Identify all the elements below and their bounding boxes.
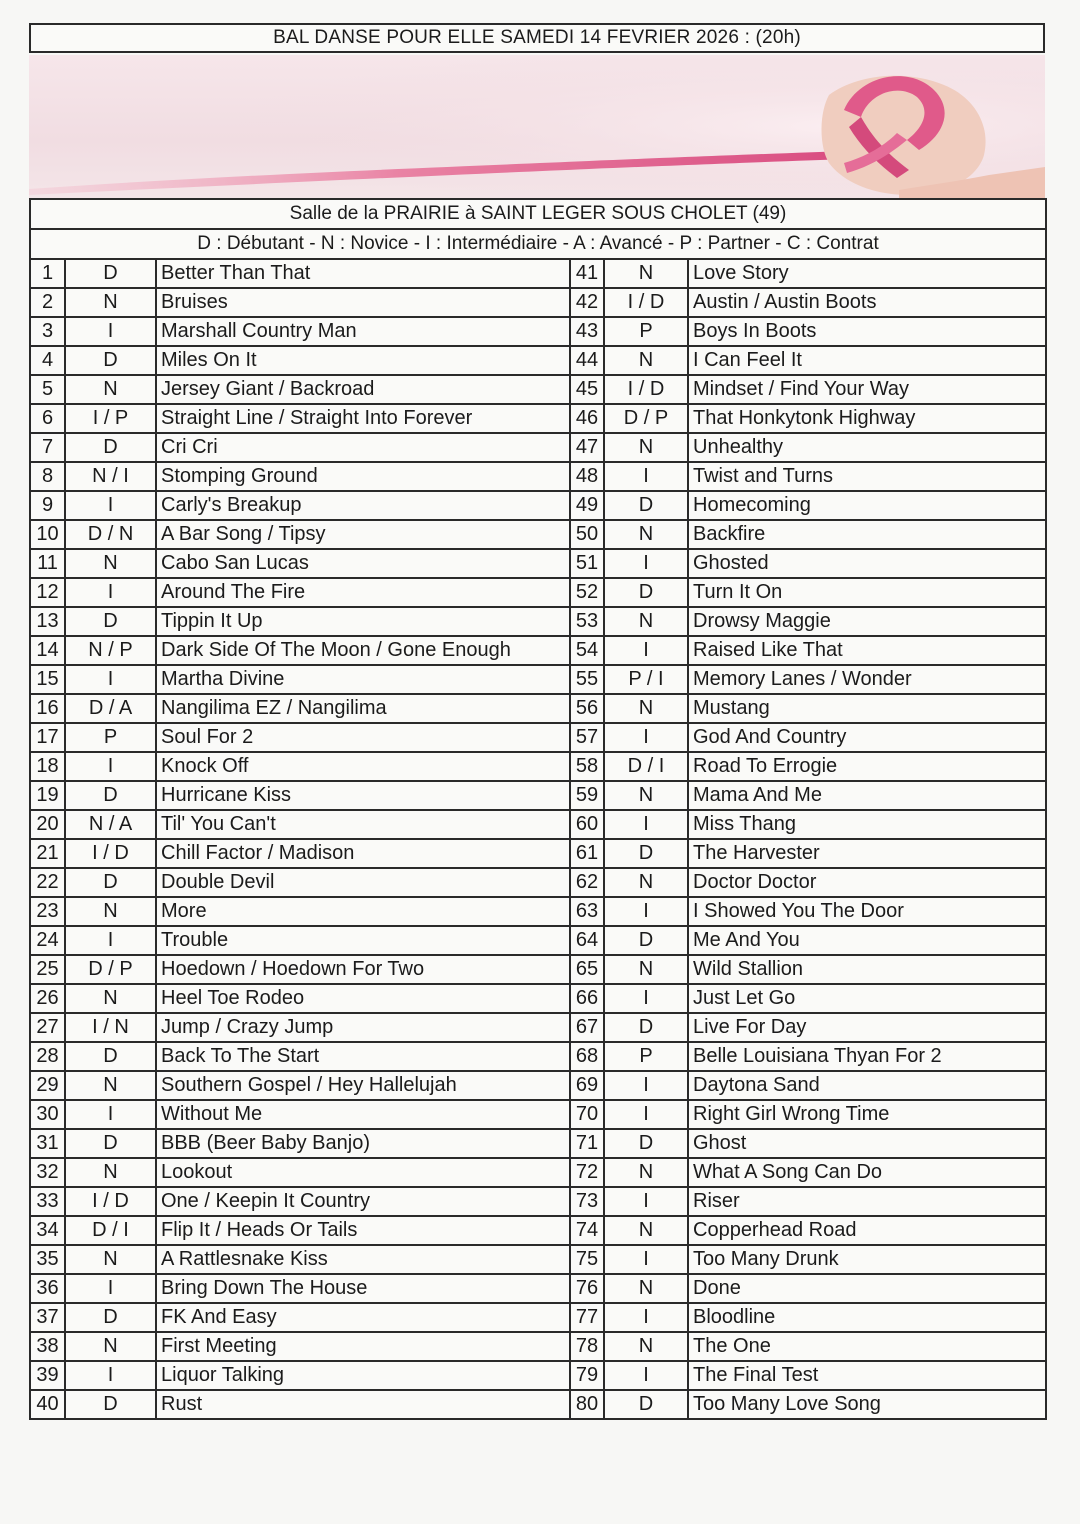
dance-level: I xyxy=(604,723,688,752)
dance-number: 57 xyxy=(570,723,604,752)
dance-number: 13 xyxy=(30,607,65,636)
dance-title: Lookout xyxy=(156,1158,570,1187)
dance-title: Martha Divine xyxy=(156,665,570,694)
dance-title: Copperhead Road xyxy=(688,1216,1046,1245)
dance-level: D xyxy=(604,1129,688,1158)
dance-level: I xyxy=(604,810,688,839)
dance-title: Too Many Drunk xyxy=(688,1245,1046,1274)
table-row xyxy=(30,1071,1046,1100)
dance-number: 26 xyxy=(30,984,65,1013)
dance-title: What A Song Can Do xyxy=(688,1158,1046,1187)
dance-level: N xyxy=(604,1216,688,1245)
dance-number: 80 xyxy=(570,1390,604,1419)
dance-title: Mindset / Find Your Way xyxy=(688,375,1046,404)
dance-number: 42 xyxy=(570,288,604,317)
dance-title: FK And Easy xyxy=(156,1303,570,1332)
dance-number: 32 xyxy=(30,1158,65,1187)
dance-level: D xyxy=(65,607,156,636)
dance-number: 59 xyxy=(570,781,604,810)
dance-level: D xyxy=(65,1390,156,1419)
dance-level: N xyxy=(604,433,688,462)
dance-level: I xyxy=(65,926,156,955)
table-row xyxy=(30,462,1046,491)
table-row xyxy=(30,433,1046,462)
dance-level: D xyxy=(65,1129,156,1158)
legend-row xyxy=(30,229,1046,259)
dance-level: I xyxy=(604,1303,688,1332)
dance-number: 45 xyxy=(570,375,604,404)
dance-level: N xyxy=(604,868,688,897)
dance-level: I xyxy=(604,1361,688,1390)
dance-number: 23 xyxy=(30,897,65,926)
dance-title: Soul For 2 xyxy=(156,723,570,752)
dance-number: 5 xyxy=(30,375,65,404)
dance-title: Jersey Giant / Backroad xyxy=(156,375,570,404)
dance-title: Drowsy Maggie xyxy=(688,607,1046,636)
table-row xyxy=(30,1274,1046,1303)
dance-number: 28 xyxy=(30,1042,65,1071)
dance-title: Homecoming xyxy=(688,491,1046,520)
dance-title: Straight Line / Straight Into Forever xyxy=(156,404,570,433)
table-row xyxy=(30,723,1046,752)
dance-level: I xyxy=(65,578,156,607)
dance-title: Live For Day xyxy=(688,1013,1046,1042)
dance-title: The Harvester xyxy=(688,839,1046,868)
dance-level: N xyxy=(604,1332,688,1361)
dance-number: 69 xyxy=(570,1071,604,1100)
dance-number: 60 xyxy=(570,810,604,839)
dance-level: N xyxy=(604,781,688,810)
dance-level: N xyxy=(65,375,156,404)
dance-number: 50 xyxy=(570,520,604,549)
dance-level: N xyxy=(604,694,688,723)
dance-number: 37 xyxy=(30,1303,65,1332)
dance-number: 27 xyxy=(30,1013,65,1042)
dance-title: God And Country xyxy=(688,723,1046,752)
dance-number: 54 xyxy=(570,636,604,665)
table-row xyxy=(30,1100,1046,1129)
dance-title: Turn It On xyxy=(688,578,1046,607)
dance-title: Riser xyxy=(688,1187,1046,1216)
dance-level: I / D xyxy=(604,288,688,317)
dance-level: D xyxy=(65,868,156,897)
pink-ribbon-banner xyxy=(29,55,1045,198)
table-row xyxy=(30,781,1046,810)
dance-level: D / N xyxy=(65,520,156,549)
dance-number: 36 xyxy=(30,1274,65,1303)
level-legend: D : Débutant - N : Novice - I : Intermédiaire - A : Avancé - P : Partner - C : Contrat xyxy=(30,229,1046,259)
table-row xyxy=(30,926,1046,955)
dance-level: P / I xyxy=(604,665,688,694)
dance-number: 9 xyxy=(30,491,65,520)
dance-list-table xyxy=(29,198,1047,1420)
dance-title: Nangilima EZ / Nangilima xyxy=(156,694,570,723)
dance-number: 77 xyxy=(570,1303,604,1332)
dance-number: 73 xyxy=(570,1187,604,1216)
dance-number: 68 xyxy=(570,1042,604,1071)
dance-level: I xyxy=(65,317,156,346)
dance-level: N / P xyxy=(65,636,156,665)
dance-number: 61 xyxy=(570,839,604,868)
dance-number: 49 xyxy=(570,491,604,520)
table-row xyxy=(30,636,1046,665)
dance-title: Cabo San Lucas xyxy=(156,549,570,578)
dance-title: Ghost xyxy=(688,1129,1046,1158)
dance-title: Better Than That xyxy=(156,259,570,288)
table-row xyxy=(30,346,1046,375)
dance-title: Me And You xyxy=(688,926,1046,955)
dance-number: 64 xyxy=(570,926,604,955)
dance-level: N xyxy=(65,549,156,578)
dance-number: 52 xyxy=(570,578,604,607)
dance-title: Chill Factor / Madison xyxy=(156,839,570,868)
dance-number: 72 xyxy=(570,1158,604,1187)
dance-level: D xyxy=(604,926,688,955)
dance-number: 29 xyxy=(30,1071,65,1100)
dance-title: Done xyxy=(688,1274,1046,1303)
dance-number: 71 xyxy=(570,1129,604,1158)
dance-level: D xyxy=(604,578,688,607)
dance-title: I Showed You The Door xyxy=(688,897,1046,926)
table-row xyxy=(30,1013,1046,1042)
dance-title: Southern Gospel / Hey Hallelujah xyxy=(156,1071,570,1100)
table-row xyxy=(30,839,1046,868)
dance-number: 51 xyxy=(570,549,604,578)
dance-level: D xyxy=(65,346,156,375)
dance-level: I xyxy=(604,462,688,491)
table-row xyxy=(30,868,1046,897)
dance-title: Heel Toe Rodeo xyxy=(156,984,570,1013)
dance-title: Back To The Start xyxy=(156,1042,570,1071)
dance-number: 39 xyxy=(30,1361,65,1390)
table-row xyxy=(30,607,1046,636)
dance-number: 62 xyxy=(570,868,604,897)
dance-level: N xyxy=(604,607,688,636)
dance-number: 20 xyxy=(30,810,65,839)
dance-level: D / P xyxy=(604,404,688,433)
dance-title: Knock Off xyxy=(156,752,570,781)
dance-level: I xyxy=(65,665,156,694)
dance-number: 46 xyxy=(570,404,604,433)
dance-level: I xyxy=(604,549,688,578)
dance-number: 15 xyxy=(30,665,65,694)
dance-title: Trouble xyxy=(156,926,570,955)
dance-title: Boys In Boots xyxy=(688,317,1046,346)
dance-level: I / N xyxy=(65,1013,156,1042)
dance-number: 40 xyxy=(30,1390,65,1419)
table-row xyxy=(30,578,1046,607)
table-row xyxy=(30,288,1046,317)
dance-title: Til' You Can't xyxy=(156,810,570,839)
dance-number: 8 xyxy=(30,462,65,491)
dance-title: Dark Side Of The Moon / Gone Enough xyxy=(156,636,570,665)
dance-title: Daytona Sand xyxy=(688,1071,1046,1100)
dance-number: 53 xyxy=(570,607,604,636)
dance-level: N xyxy=(65,1245,156,1274)
dance-level: N xyxy=(604,520,688,549)
venue-row xyxy=(30,199,1046,229)
dance-number: 56 xyxy=(570,694,604,723)
dance-level: N xyxy=(65,897,156,926)
dance-number: 30 xyxy=(30,1100,65,1129)
dance-number: 34 xyxy=(30,1216,65,1245)
dance-number: 47 xyxy=(570,433,604,462)
dance-title: A Rattlesnake Kiss xyxy=(156,1245,570,1274)
dance-number: 67 xyxy=(570,1013,604,1042)
dance-number: 43 xyxy=(570,317,604,346)
dance-title: Ghosted xyxy=(688,549,1046,578)
dance-level: D / I xyxy=(604,752,688,781)
dance-number: 18 xyxy=(30,752,65,781)
dance-number: 63 xyxy=(570,897,604,926)
table-row xyxy=(30,1332,1046,1361)
dance-level: I xyxy=(604,1187,688,1216)
dance-number: 21 xyxy=(30,839,65,868)
table-row xyxy=(30,1245,1046,1274)
dance-number: 74 xyxy=(570,1216,604,1245)
dance-title: Carly's Breakup xyxy=(156,491,570,520)
table-row xyxy=(30,984,1046,1013)
table-row xyxy=(30,1042,1046,1071)
dance-number: 17 xyxy=(30,723,65,752)
dance-level: D xyxy=(65,1303,156,1332)
dance-title: Austin / Austin Boots xyxy=(688,288,1046,317)
dance-level: D xyxy=(65,781,156,810)
dance-title: Liquor Talking xyxy=(156,1361,570,1390)
dance-number: 4 xyxy=(30,346,65,375)
dance-title: Road To Errogie xyxy=(688,752,1046,781)
dance-title: Mama And Me xyxy=(688,781,1046,810)
table-row xyxy=(30,955,1046,984)
dance-level: P xyxy=(604,317,688,346)
dance-number: 79 xyxy=(570,1361,604,1390)
dance-title: Miles On It xyxy=(156,346,570,375)
dance-level: I / D xyxy=(65,1187,156,1216)
dance-title: Too Many Love Song xyxy=(688,1390,1046,1419)
table-row xyxy=(30,375,1046,404)
dance-level: N / A xyxy=(65,810,156,839)
table-row xyxy=(30,259,1046,288)
dance-title: Backfire xyxy=(688,520,1046,549)
dance-number: 48 xyxy=(570,462,604,491)
dance-level: P xyxy=(604,1042,688,1071)
table-row xyxy=(30,1390,1046,1419)
dance-number: 58 xyxy=(570,752,604,781)
dance-level: I xyxy=(65,752,156,781)
table-row xyxy=(30,1361,1046,1390)
dance-title: Raised Like That xyxy=(688,636,1046,665)
dance-title: Without Me xyxy=(156,1100,570,1129)
dance-title: First Meeting xyxy=(156,1332,570,1361)
dance-number: 78 xyxy=(570,1332,604,1361)
dance-title: That Honkytonk Highway xyxy=(688,404,1046,433)
dance-level: N xyxy=(604,1158,688,1187)
dance-number: 75 xyxy=(570,1245,604,1274)
dance-title: Stomping Ground xyxy=(156,462,570,491)
dance-number: 44 xyxy=(570,346,604,375)
table-row xyxy=(30,1129,1046,1158)
table-row xyxy=(30,1216,1046,1245)
dance-level: N xyxy=(604,955,688,984)
dance-title: Bruises xyxy=(156,288,570,317)
dance-title: Twist and Turns xyxy=(688,462,1046,491)
table-row xyxy=(30,404,1046,433)
dance-level: N xyxy=(604,259,688,288)
dance-title: Doctor Doctor xyxy=(688,868,1046,897)
dance-level: I xyxy=(65,1361,156,1390)
dance-title: I Can Feel It xyxy=(688,346,1046,375)
dance-title: Rust xyxy=(156,1390,570,1419)
dance-number: 31 xyxy=(30,1129,65,1158)
table-row xyxy=(30,665,1046,694)
page-title: BAL DANSE POUR ELLE SAMEDI 14 FEVRIER 2026 : (20h) xyxy=(29,23,1045,53)
dance-level: D / I xyxy=(65,1216,156,1245)
dance-title: Memory Lanes / Wonder xyxy=(688,665,1046,694)
dance-title: Hoedown / Hoedown For Two xyxy=(156,955,570,984)
dance-level: D xyxy=(604,1390,688,1419)
dance-number: 24 xyxy=(30,926,65,955)
pink-ribbon-icon xyxy=(29,55,1045,198)
dance-number: 16 xyxy=(30,694,65,723)
dance-level: N xyxy=(65,1332,156,1361)
dance-number: 70 xyxy=(570,1100,604,1129)
dance-number: 1 xyxy=(30,259,65,288)
table-row xyxy=(30,694,1046,723)
dance-number: 55 xyxy=(570,665,604,694)
dance-number: 2 xyxy=(30,288,65,317)
dance-level: I xyxy=(604,1245,688,1274)
dance-title: Jump / Crazy Jump xyxy=(156,1013,570,1042)
dance-level: I xyxy=(65,1274,156,1303)
dance-number: 65 xyxy=(570,955,604,984)
dance-number: 6 xyxy=(30,404,65,433)
dance-level: I / D xyxy=(65,839,156,868)
dance-title: Cri Cri xyxy=(156,433,570,462)
dance-title: Around The Fire xyxy=(156,578,570,607)
dance-level: D xyxy=(65,433,156,462)
dance-level: I xyxy=(604,984,688,1013)
dance-number: 7 xyxy=(30,433,65,462)
dance-title: A Bar Song / Tipsy xyxy=(156,520,570,549)
dance-title: Miss Thang xyxy=(688,810,1046,839)
table-row xyxy=(30,1187,1046,1216)
dance-title: One / Keepin It Country xyxy=(156,1187,570,1216)
dance-number: 41 xyxy=(570,259,604,288)
dance-number: 12 xyxy=(30,578,65,607)
dance-title: Right Girl Wrong Time xyxy=(688,1100,1046,1129)
dance-number: 38 xyxy=(30,1332,65,1361)
dance-title: Tippin It Up xyxy=(156,607,570,636)
dance-title: Mustang xyxy=(688,694,1046,723)
dance-number: 25 xyxy=(30,955,65,984)
venue-text: Salle de la PRAIRIE à SAINT LEGER SOUS CHOLET (49) xyxy=(30,199,1046,229)
dance-number: 22 xyxy=(30,868,65,897)
dance-title: Double Devil xyxy=(156,868,570,897)
dance-title: Unhealthy xyxy=(688,433,1046,462)
dance-level: D / A xyxy=(65,694,156,723)
table-row xyxy=(30,1303,1046,1332)
table-row xyxy=(30,549,1046,578)
dance-title: Wild Stallion xyxy=(688,955,1046,984)
dance-title: Belle Louisiana Thyan For 2 xyxy=(688,1042,1046,1071)
dance-number: 33 xyxy=(30,1187,65,1216)
table-row xyxy=(30,491,1046,520)
dance-number: 76 xyxy=(570,1274,604,1303)
dance-level: N xyxy=(604,346,688,375)
dance-title: Marshall Country Man xyxy=(156,317,570,346)
table-row xyxy=(30,752,1046,781)
dance-level: D xyxy=(604,1013,688,1042)
dance-number: 19 xyxy=(30,781,65,810)
dance-title: The Final Test xyxy=(688,1361,1046,1390)
dance-title: Bloodline xyxy=(688,1303,1046,1332)
dance-level: I xyxy=(604,1071,688,1100)
dance-level: I xyxy=(604,636,688,665)
dance-title: Flip It / Heads Or Tails xyxy=(156,1216,570,1245)
dance-number: 35 xyxy=(30,1245,65,1274)
dance-level: N xyxy=(65,1071,156,1100)
table-row xyxy=(30,810,1046,839)
table-row xyxy=(30,520,1046,549)
dance-level: I xyxy=(604,897,688,926)
dance-number: 66 xyxy=(570,984,604,1013)
dance-number: 11 xyxy=(30,549,65,578)
table-row xyxy=(30,317,1046,346)
dance-level: N xyxy=(65,288,156,317)
dance-level: N xyxy=(65,1158,156,1187)
dance-title: BBB (Beer Baby Banjo) xyxy=(156,1129,570,1158)
dance-number: 3 xyxy=(30,317,65,346)
dance-level: P xyxy=(65,723,156,752)
dance-level: N xyxy=(65,984,156,1013)
dance-level: D xyxy=(65,1042,156,1071)
dance-title: The One xyxy=(688,1332,1046,1361)
dance-level: D xyxy=(604,839,688,868)
dance-level: I / D xyxy=(604,375,688,404)
dance-title: More xyxy=(156,897,570,926)
table-row xyxy=(30,897,1046,926)
dance-level: I xyxy=(65,1100,156,1129)
dance-level: I xyxy=(65,491,156,520)
dance-number: 10 xyxy=(30,520,65,549)
dance-level: I xyxy=(604,1100,688,1129)
dance-level: D xyxy=(65,259,156,288)
dance-level: D xyxy=(604,491,688,520)
dance-title: Just Let Go xyxy=(688,984,1046,1013)
table-row xyxy=(30,1158,1046,1187)
dance-number: 14 xyxy=(30,636,65,665)
dance-title: Love Story xyxy=(688,259,1046,288)
dance-level: D / P xyxy=(65,955,156,984)
dance-level: N xyxy=(604,1274,688,1303)
dance-title: Bring Down The House xyxy=(156,1274,570,1303)
dance-level: I / P xyxy=(65,404,156,433)
dance-level: N / I xyxy=(65,462,156,491)
dance-title: Hurricane Kiss xyxy=(156,781,570,810)
